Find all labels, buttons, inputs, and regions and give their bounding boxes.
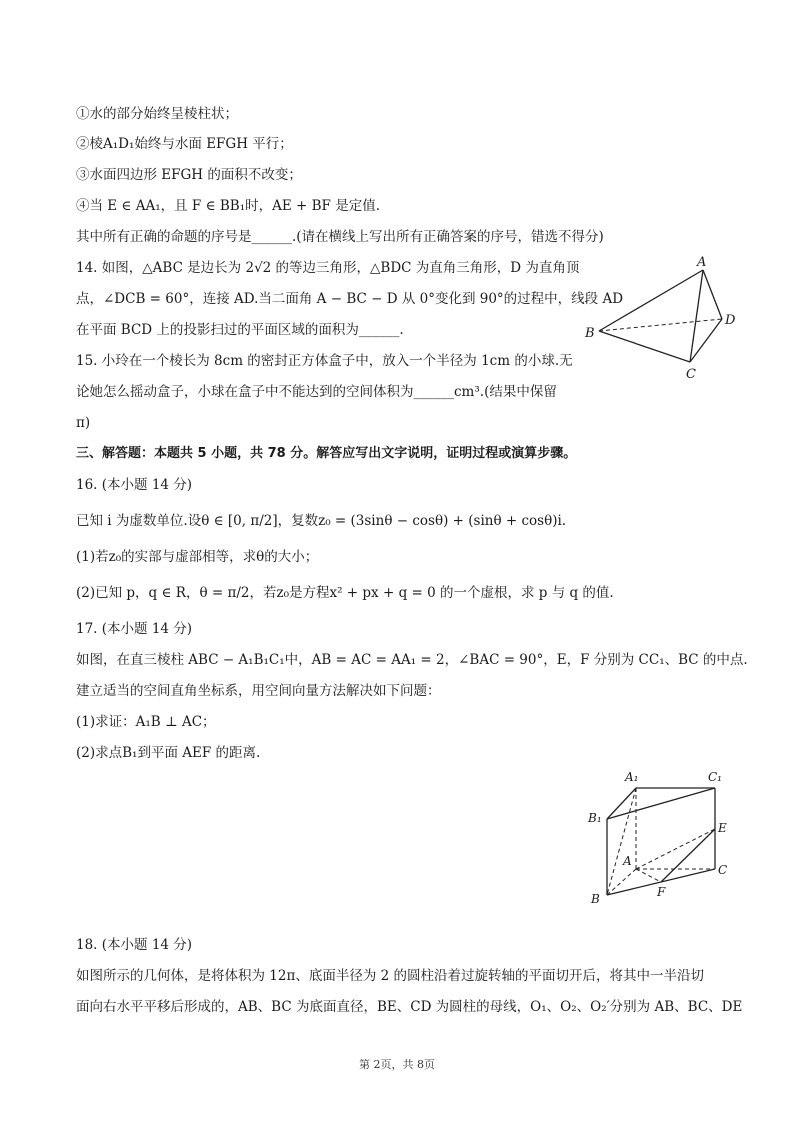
q17-segment-AF <box>636 869 661 882</box>
q17-segment-EF <box>661 829 715 882</box>
q14-edge-AD <box>703 270 722 319</box>
q17-label-F: F <box>657 885 666 899</box>
q14-label-D: D <box>725 313 736 328</box>
page-footer: 第 2页，共 8页 <box>359 1058 435 1071</box>
q13-item-2: ②棱A₁D₁始终与水面 EFGH 平行； <box>76 136 293 152</box>
q14-line-2: 点，∠DCB = 60°，连接 AD.当二面角 A − BC − D 从 0°变化到 90°的过程中，线段 AD <box>76 291 624 307</box>
q13-prompt: 其中所有正确的命题的序号是______.(请在横线上写出所有正确答案的序号，错选不得分) <box>76 229 604 245</box>
q17-edge-B1C1 <box>607 788 715 819</box>
q17-label-A1: A₁ <box>625 770 639 784</box>
q18-header: 18. (本小题 14 分) <box>76 937 193 953</box>
q14-line-1: 14. 如图，△ABC 是边长为 2√2 的等边三角形，△BDC 为直角三角形，D 为直角顶 <box>76 260 580 276</box>
q16-line-1: 已知 i 为虚数单位.设θ ∈ [0, π/2]，复数z₀ = (3sinθ − cosθ) + (sinθ + cosθ)i. <box>76 513 567 529</box>
q15-line-3: π) <box>76 415 91 431</box>
q17-header: 17. (本小题 14 分) <box>76 621 193 637</box>
q18-line-2: 面向右水平平移后形成的，AB、BC 为底面直径，BE、CD 为圆柱的母线，O₁、O₂、O₂′分别为 AB、BC、DE <box>76 999 743 1015</box>
q16-line-3: (2)已知 p，q ∈ R，θ = π/2，若z₀是方程x² + px + q = 0 的一个虚根，求 p 与 q 的值. <box>76 585 614 601</box>
q15-line-1: 15. 小玲在一个棱长为 8cm 的密封正方体盒子中，放入一个半径为 1cm 的小球.无 <box>76 353 573 369</box>
q17-figure <box>585 764 735 914</box>
q14-line-3: 在平面 BCD 上的投影扫过的平面区域的面积为______. <box>76 322 404 338</box>
q14-label-A: A <box>697 255 707 270</box>
q14-edge-BC <box>599 331 690 362</box>
q17-line-4: (2)求点B₁到平面 AEF 的距离. <box>76 745 261 761</box>
q17-label-B1: B₁ <box>588 811 602 825</box>
q13-item-1: ①水的部分始终呈棱柱状； <box>76 106 238 122</box>
q17-line-1: 如图，在直三棱柱 ABC − A₁B₁C₁中，AB = AC = AA₁ = 2，∠BAC = 90°，E，F 分别为 CC₁、BC 的中点. <box>76 652 748 668</box>
q17-line-3: (1)求证：A₁B ⊥ AC； <box>76 714 216 730</box>
q16-line-2: (1)若z₀的实部与虚部相等，求θ的大小； <box>76 549 319 565</box>
q17-label-A: A <box>623 854 632 868</box>
q17-segment-AE <box>636 829 715 869</box>
section-heading: 三、解答题：本题共 5 小题，共 78 分。解答应写出文字说明，证明过程或演算步骤。 <box>76 446 577 461</box>
q14-edge-AB <box>599 270 703 331</box>
q16-header: 16. (本小题 14 分) <box>76 477 193 493</box>
q14-label-B: B <box>585 326 595 341</box>
q14-figure <box>580 252 750 382</box>
q17-label-B: B <box>591 892 600 906</box>
q18-line-1: 如图所示的几何体，是将体积为 12π、底面半径为 2 的圆柱沿着过旋转轴的平面切开后，将其中一半沿切 <box>76 968 705 984</box>
q17-label-C1: C₁ <box>708 770 722 784</box>
q14-label-C: C <box>686 367 696 382</box>
q17-label-E: E <box>718 821 727 835</box>
q15-line-2: 论她怎么摇动盒子，小球在盒子中不能达到的空间体积为______cm³.(结果中保留 <box>76 384 557 400</box>
q13-item-3: ③水面四边形 EFGH 的面积不改变； <box>76 167 302 183</box>
q17-line-2: 建立适当的空间直角坐标系，用空间向量方法解决如下问题： <box>76 683 441 699</box>
q17-label-C: C <box>718 863 728 877</box>
q13-item-4: ④当 E ∈ AA₁，且 F ∈ BB₁时，AE + BF 是定值. <box>76 198 380 214</box>
